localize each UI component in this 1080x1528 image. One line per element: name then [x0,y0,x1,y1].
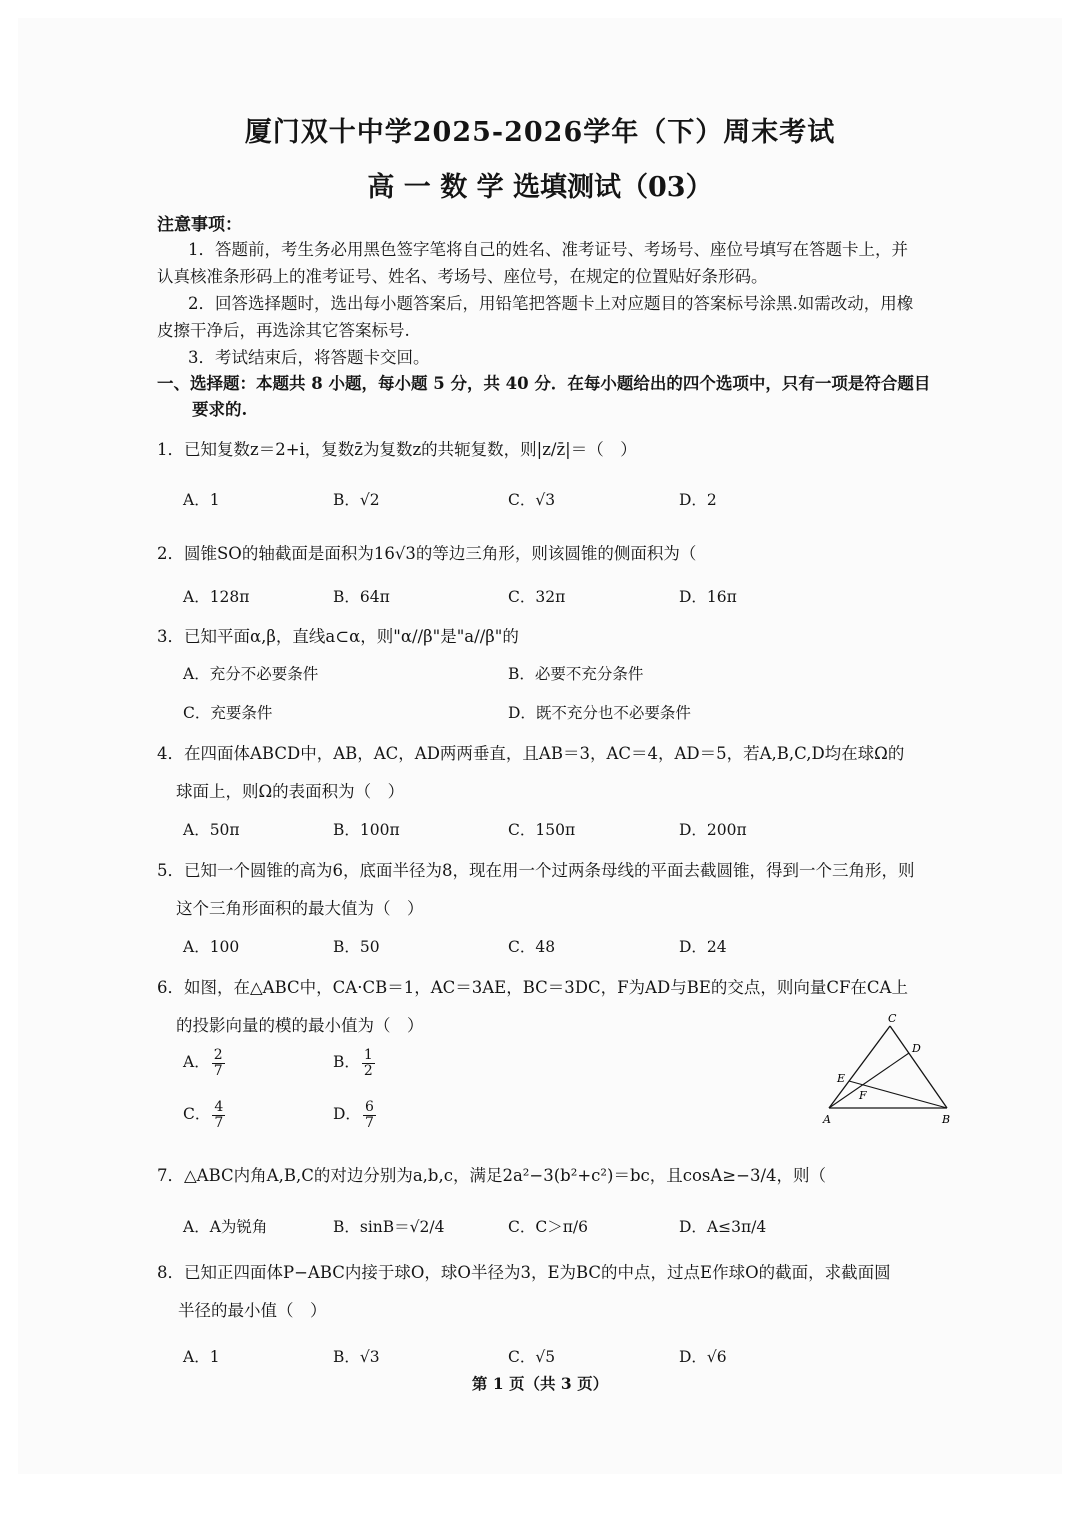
figure-label-c: C [888,1012,897,1025]
q3-option-d: D．既不充分也不必要条件 [508,704,691,722]
q6-option-b: B． $\frac{1}{2}$ [333,1047,373,1079]
q3-option-b: B．必要不充分条件 [508,665,644,683]
figure-label-e: E [837,1072,846,1085]
q5-option-a: A．100 [183,938,240,956]
q3-option-a: A．充分不必要条件 [183,665,319,683]
page-footer: 第 1 页（共 3 页） [471,1374,609,1393]
notice-line: 认真核准条形码上的准考证号、姓名、考场号、座位号，在规定的位置贴好条形码。 [157,267,768,286]
q2-option-b: B．64π [333,588,390,606]
triangle-figure [815,1008,965,1133]
exam-title: 厦门双十中学2025-2026学年（下）周末考试 [244,117,836,148]
notice-line: 2．回答选择题时，选出每小题答案后，用铅笔把答题卡上对应题目的答案标号涂黑.如需改动，用橡 [188,294,914,313]
q5-option-b: B．50 [333,938,380,956]
figure-label-b: B [942,1113,951,1126]
q5-option-d: D．24 [679,938,727,956]
q4-option-a: A．50π [183,821,240,839]
exam-subtitle: 高 一 数 学 选填测试（03） [367,172,713,203]
q2-option-d: D．16π [679,588,737,606]
question-3-stem: 3．已知平面α,β，直线a⊂α，则"α//β"是"a//β"的 [157,627,519,646]
question-5-stem-cont: 这个三角形面积的最大值为（ ） [176,899,424,918]
q2-option-a: A．128π [183,588,250,606]
q4-option-b: B．100π [333,821,400,839]
q1-option-d: D．2 [679,491,717,509]
q6-option-c: C． $\frac{4}{7}$ [183,1099,224,1131]
notice-line: 皮擦干净后，再选涂其它答案标号. [157,321,410,340]
figure-label-a: A [823,1113,831,1126]
q4-option-d: D．200π [679,821,747,839]
question-4-stem-cont: 球面上，则Ω的表面积为（ ） [176,782,405,801]
notice-heading: 注意事项： [157,215,242,235]
figure-label-d: D [912,1042,921,1055]
question-8-stem-cont: 半径的最小值（ ） [178,1301,327,1320]
q8-option-d: D．√6 [679,1348,727,1366]
section-heading: 要求的. [192,400,248,419]
q6-option-d: D． $\frac{6}{7}$ [333,1099,374,1131]
q1-option-c: C．√3 [508,491,556,509]
q5-option-c: C．48 [508,938,556,956]
q6-option-a: A． $\frac{2}{7}$ [183,1047,223,1079]
q1-option-a: A．1 [183,491,220,509]
question-8-stem: 8．已知正四面体P−ABC内接于球O，球O半径为3，E为BC的中点，过点E作球O的截面，求截面圆 [157,1263,891,1282]
q7-option-d: D．A≤3π/4 [679,1218,767,1236]
question-6-stem: 6．如图，在△ABC中，CA·CB＝1，AC＝3AE，BC＝3DC，F为AD与BE的交点，则向量CF在CA上 [157,978,908,997]
q4-option-c: C．150π [508,821,576,839]
notice-line: 1．答题前，考生务必用黑色签字笔将自己的姓名、准考证号、考场号、座位号填写在答题卡上，并 [188,240,908,259]
figure-label-f: F [859,1089,867,1102]
question-1-stem: 1．已知复数z＝2+i，复数z̄为复数z的共轭复数，则|z/z̄|＝（ ） [157,440,637,459]
section-heading: 一、选择题：本题共 8 小题，每小题 5 分，共 40 分．在每小题给出的四个选项中，只有一项是符合题目 [157,374,931,393]
q2-option-c: C．32π [508,588,566,606]
notice-line: 3．考试结束后，将答题卡交回。 [188,348,430,367]
q7-option-a: A．A为锐角 [183,1218,268,1236]
q7-option-c: C．C＞π/6 [508,1218,588,1236]
q1-option-b: B．√2 [333,491,380,509]
question-6-stem-cont: 的投影向量的模的最小值为（ ） [176,1016,424,1035]
question-4-stem: 4．在四面体ABCD中，AB，AC，AD两两垂直，且AB＝3，AC＝4，AD＝5，若A,B,C,D均在球Ω的 [157,744,905,763]
q8-option-b: B．√3 [333,1348,380,1366]
q8-option-a: A．1 [183,1348,220,1366]
question-7-stem: 7．△ABC内角A,B,C的对边分别为a,b,c，满足2a²−3(b²+c²)＝bc，且cosA≥−3/4，则（ [157,1166,827,1185]
q3-option-c: C．充要条件 [183,704,273,722]
q8-option-c: C．√5 [508,1348,556,1366]
question-2-stem: 2．圆锥SO的轴截面是面积为16√3的等边三角形，则该圆锥的侧面积为（ [157,544,697,563]
q7-option-b: B．sinB＝√2/4 [333,1218,445,1236]
question-5-stem: 5．已知一个圆锥的高为6，底面半径为8，现在用一个过两条母线的平面去截圆锥，得到一个三角形，则 [157,861,915,880]
